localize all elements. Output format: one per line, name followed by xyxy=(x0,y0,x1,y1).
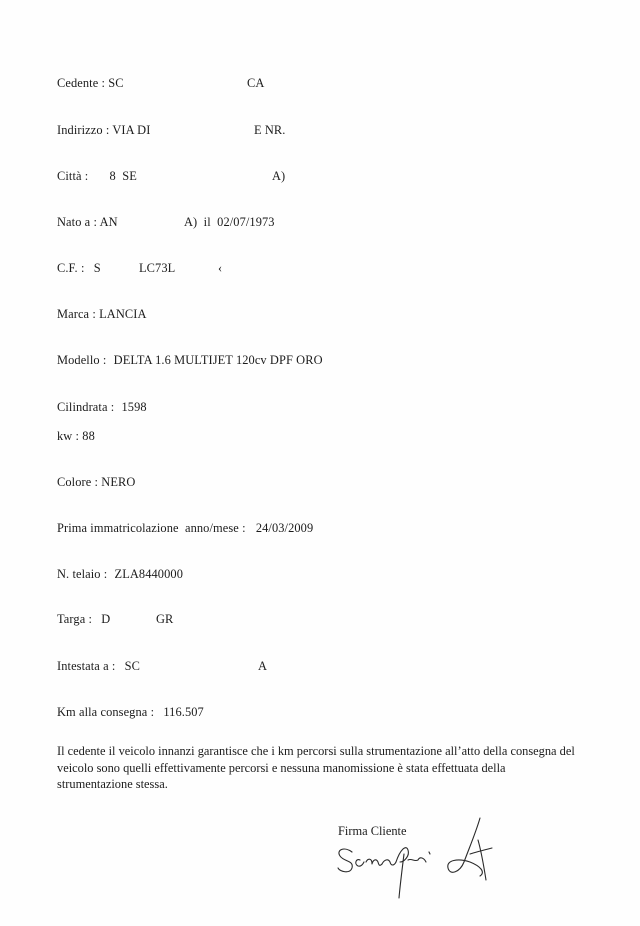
field-separator: : xyxy=(107,400,118,414)
field-separator: : xyxy=(85,612,96,626)
field-separator: : xyxy=(72,429,83,443)
field-colore xyxy=(57,475,135,490)
field-value: ZLA8440000 xyxy=(114,567,183,581)
field-separator: : xyxy=(99,353,110,367)
field-intestata-a xyxy=(57,659,140,674)
signature-label: Firma Cliente xyxy=(338,824,407,838)
field-label: C.F. xyxy=(57,261,78,275)
field-label: Prima immatricolazione anno/mese xyxy=(57,521,239,535)
field-label: Cilindrata xyxy=(57,400,108,414)
field-value-tail: A xyxy=(258,659,268,673)
field-value: LANCIA xyxy=(99,307,147,321)
field-label: Indirizzo xyxy=(57,123,103,137)
field-label: Marca xyxy=(57,307,90,321)
field-label: N. telaio xyxy=(57,567,101,581)
field-separator: : xyxy=(100,567,111,581)
field-label: Nato a xyxy=(57,215,91,229)
field-separator: : xyxy=(147,705,158,719)
field-value: 116.507 xyxy=(163,705,204,719)
field-cilindrata xyxy=(57,400,147,415)
field-label: Cedente xyxy=(57,76,99,90)
field-label: kw xyxy=(57,429,73,443)
field-value-tail: A) il 02/07/1973 xyxy=(184,215,275,229)
field-nato-a xyxy=(57,215,118,230)
field-value: S xyxy=(93,261,101,275)
field-label: Città xyxy=(57,169,82,183)
field-cedente xyxy=(57,76,124,91)
field-value: NERO xyxy=(101,475,136,489)
field-modello xyxy=(57,353,323,368)
field-cf xyxy=(57,261,101,276)
field-separator: : xyxy=(98,76,109,90)
field-label: Modello xyxy=(57,353,100,367)
field-separator: : xyxy=(77,261,88,275)
field-separator: : xyxy=(91,475,102,489)
field-kw xyxy=(57,429,95,444)
field-value-tail: A) xyxy=(272,169,286,183)
field-value: 8 SE xyxy=(109,169,137,183)
field-targa xyxy=(57,612,110,627)
field-marca xyxy=(57,307,147,322)
field-telaio xyxy=(57,567,183,582)
field-separator: : xyxy=(108,659,119,673)
handwritten-signature xyxy=(330,810,510,920)
field-value: SC xyxy=(124,659,140,673)
field-value-tail: CA xyxy=(247,76,265,90)
declaration-text: Il cedente il veicolo innanzi garantisce che i km percorsi sulla strumentazione all’atto della consegna del veicolo sono quelli effettivamente percorsi e nessuna manomissione è stata effettuata della strumentazione stessa. xyxy=(57,744,575,791)
field-value: SC xyxy=(108,76,124,90)
field-citta xyxy=(57,169,137,184)
field-value: DELTA 1.6 MULTIJET 120cv DPF ORO xyxy=(113,353,323,367)
field-value-tail: E NR. xyxy=(254,123,286,137)
field-value: 1598 xyxy=(121,400,147,414)
field-separator: : xyxy=(238,521,249,535)
field-value: 24/03/2009 xyxy=(255,521,314,535)
field-separator: : xyxy=(81,169,92,183)
field-label: Km alla consegna xyxy=(57,705,148,719)
field-value-tail: GR xyxy=(156,612,174,626)
field-value-tail: LC73L xyxy=(139,261,176,275)
field-value: AN xyxy=(99,215,118,229)
field-indirizzo xyxy=(57,123,150,138)
field-separator: : xyxy=(102,123,113,137)
field-label: Colore xyxy=(57,475,92,489)
field-value: VIA DI xyxy=(112,123,151,137)
field-separator: : xyxy=(89,307,100,321)
field-separator: : xyxy=(90,215,100,229)
field-km-consegna xyxy=(57,705,204,720)
field-label: Intestata a xyxy=(57,659,109,673)
field-value: D xyxy=(101,612,111,626)
field-prima-immatricolazione xyxy=(57,521,313,536)
field-value: 88 xyxy=(82,429,95,443)
redaction-fragment: ‹ xyxy=(218,261,223,275)
field-label: Targa xyxy=(57,612,86,626)
